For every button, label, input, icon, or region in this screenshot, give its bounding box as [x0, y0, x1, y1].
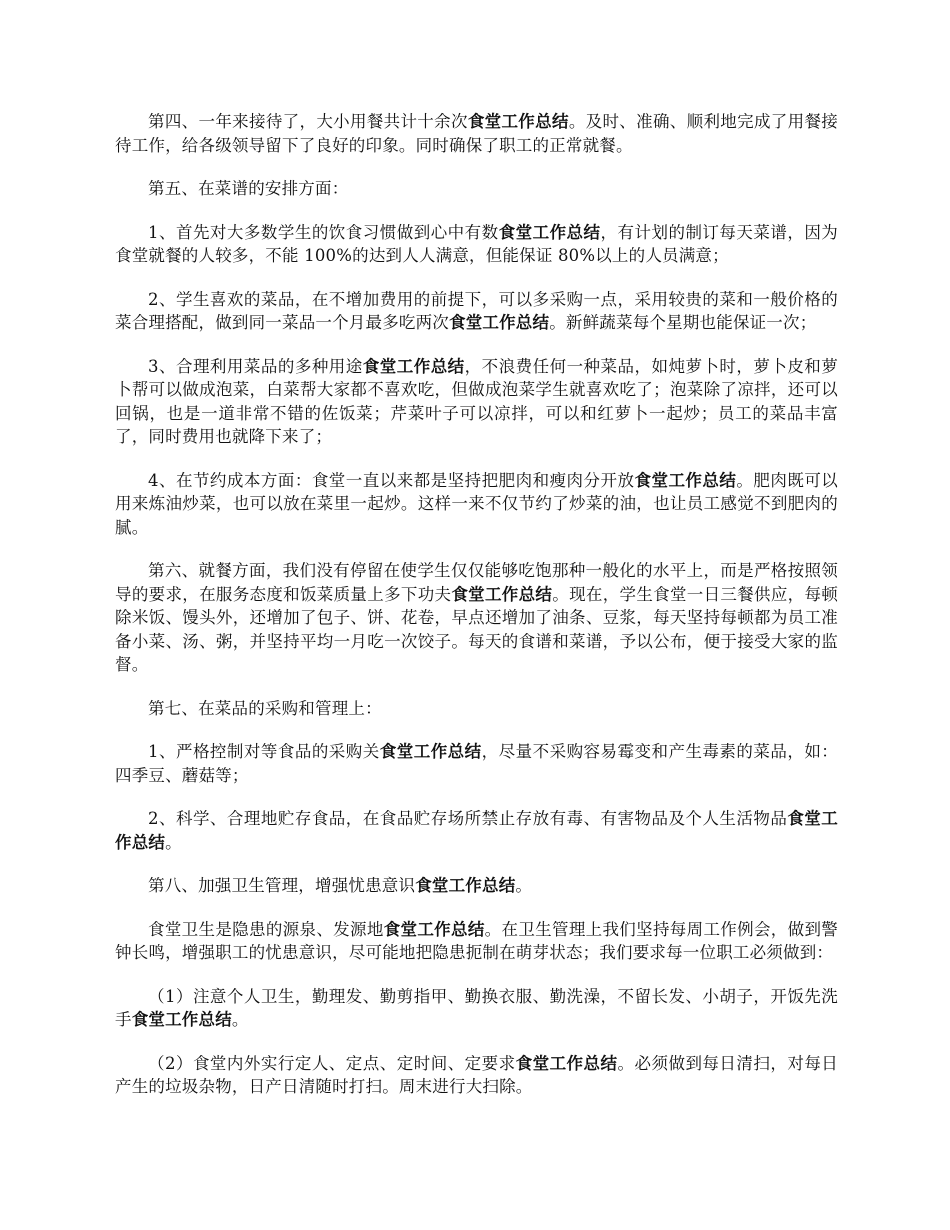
paragraph-8-item-1 [115, 985, 838, 1032]
paragraph-8-item-2 [115, 1052, 838, 1099]
paragraph-7-2 [115, 807, 838, 854]
keyword-text: 食堂工作总结 [115, 809, 838, 852]
keyword-text: 食堂工作总结 [415, 876, 516, 895]
paragraph-text: 第五、在菜谱的安排方面： [148, 179, 349, 198]
paragraph-text: 。必须做到每日清扫，对每日产生的垃圾杂物，日产日清随时打扫。周末进行大扫除。 [115, 1053, 839, 1096]
paragraph-8-intro [115, 918, 838, 965]
paragraph-text: 2、学生喜欢的菜品，在不增加费用的前提下，可以多采购一点，采用较贵的菜和一般价格的菜合理搭配，做到同一菜品一个月最多吃两次 [115, 289, 838, 332]
paragraph-text: 第七、在菜品的采购和管理上： [148, 698, 382, 718]
paragraph-text: 1、严格控制对等食品的采购关 [148, 742, 380, 761]
paragraph-text: 。肥肉既可以用来炼油炒菜，也可以放在菜里一起炒。这样一来不仅节约了炒菜的油，也让员工感觉不到肥肉的腻。 [115, 470, 839, 537]
paragraph-7 [115, 697, 838, 721]
paragraph-text: 2、科学、合理地贮存食品，在食品贮存场所禁止存放有毒、有害物品及个人生活物品 [148, 809, 788, 828]
paragraph-text: 4、在节约成本方面：食堂一直以来都是坚持把肥肉和瘦肉分开放 [148, 470, 635, 490]
keyword-text: 食堂工作总结 [498, 222, 601, 242]
keyword-text: 食堂工作总结 [379, 742, 482, 761]
paragraph-5-2 [115, 288, 838, 335]
keyword-text: 食堂工作总结 [634, 470, 737, 490]
paragraph-text: 。现在，学生食堂一日三餐供应，每顿除米饭、馒头外，还增加了包子、饼、花卷，早点还增加了油条、豆浆，每天坚持每顿都为员工准备小菜、汤、粥，并坚持平均一月吃一次饺子。每天的食谱和菜谱，予以公布，便于接受大家的监督。 [115, 584, 839, 674]
paragraph-text: 。在卫生管理上我们坚持每周工作例会，做到警钟长鸣，增强职工的忧患意识，尽可能地把隐患扼制在萌芽状态；我们要求每一位职工必须做到： [115, 919, 838, 962]
keyword-text: 食堂工作总结 [362, 356, 465, 376]
paragraph-text: 第八、加强卫生管理，增强忧患意识 [148, 876, 416, 895]
keyword-text: 食堂工作总结 [451, 584, 553, 604]
paragraph-5-4 [115, 469, 838, 540]
paragraph-text: （2）食堂内外实行定人、定点、定时间、定要求 [148, 1053, 516, 1073]
keyword-text: 食堂工作总结 [467, 112, 569, 131]
paragraph-4 [115, 110, 838, 157]
keyword-text: 食堂工作总结 [449, 313, 550, 332]
paragraph-text: 3、合理利用菜品的多种用途 [148, 356, 363, 376]
paragraph-6 [115, 559, 838, 677]
paragraph-text: 1、首先对大多数学生的饮食习惯做到心中有数 [148, 222, 499, 242]
paragraph-text: 。及时、准确、顺利地完成了用餐接待工作，给各级领导留下了良好的印象。同时确保了职工的正常就餐。 [115, 112, 838, 155]
paragraph-text: ，有计划的制订每天菜谱，因为食堂就餐的人较多，不能 100%的达到人人满意，但能保证 80%以上的人员满意； [115, 222, 838, 265]
keyword-text: 食堂工作总结 [515, 1053, 618, 1073]
paragraph-text: ，不浪费任何一种菜品，如炖萝卜时，萝卜皮和萝卜帮可以做成泡菜，白菜帮大家都不喜欢吃，但做成泡菜学生就喜欢吃了；泡菜除了凉拌，还可以回锅，也是一道非常不错的佐饭菜；芹菜叶子可以凉拌，可以和红萝卜一起炒；员工的菜品丰富了，同时费用也就降下来了； [115, 356, 838, 446]
paragraph-text: 第六、就餐方面，我们没有停留在使学生仅仅能够吃饱那种一般化的水平上，而是严格按照领导的要求，在服务态度和饭菜质量上多下功夫 [115, 561, 838, 604]
paragraph-text: 。 [231, 1010, 249, 1029]
paragraph-7-1 [115, 740, 838, 787]
paragraph-text: 。 [165, 832, 182, 852]
paragraph-5-1 [115, 221, 838, 268]
paragraph-text: （1）注意个人卫生，勤理发、勤剪指甲、勤换衣服、勤洗澡，不留长发、小胡子，开饭先洗手 [115, 986, 838, 1029]
paragraph-text: 。新鲜蔬菜每个星期也能保证一次； [549, 313, 817, 332]
paragraph-text: 。 [515, 876, 533, 895]
paragraph-5-3 [115, 355, 838, 449]
paragraph-8 [115, 874, 838, 898]
paragraph-5 [115, 177, 838, 201]
keyword-text: 食堂工作总结 [383, 919, 485, 939]
keyword-text: 食堂工作总结 [131, 1010, 232, 1029]
paragraph-text: 第四、一年来接待了，大小用餐共计十余次 [148, 112, 468, 131]
paragraph-text: 食堂卫生是隐患的源泉、发源地 [148, 919, 384, 939]
paragraph-text: ，尽量不采购容易霉变和产生毒素的菜品，如：四季豆、蘑菇等； [115, 742, 838, 785]
